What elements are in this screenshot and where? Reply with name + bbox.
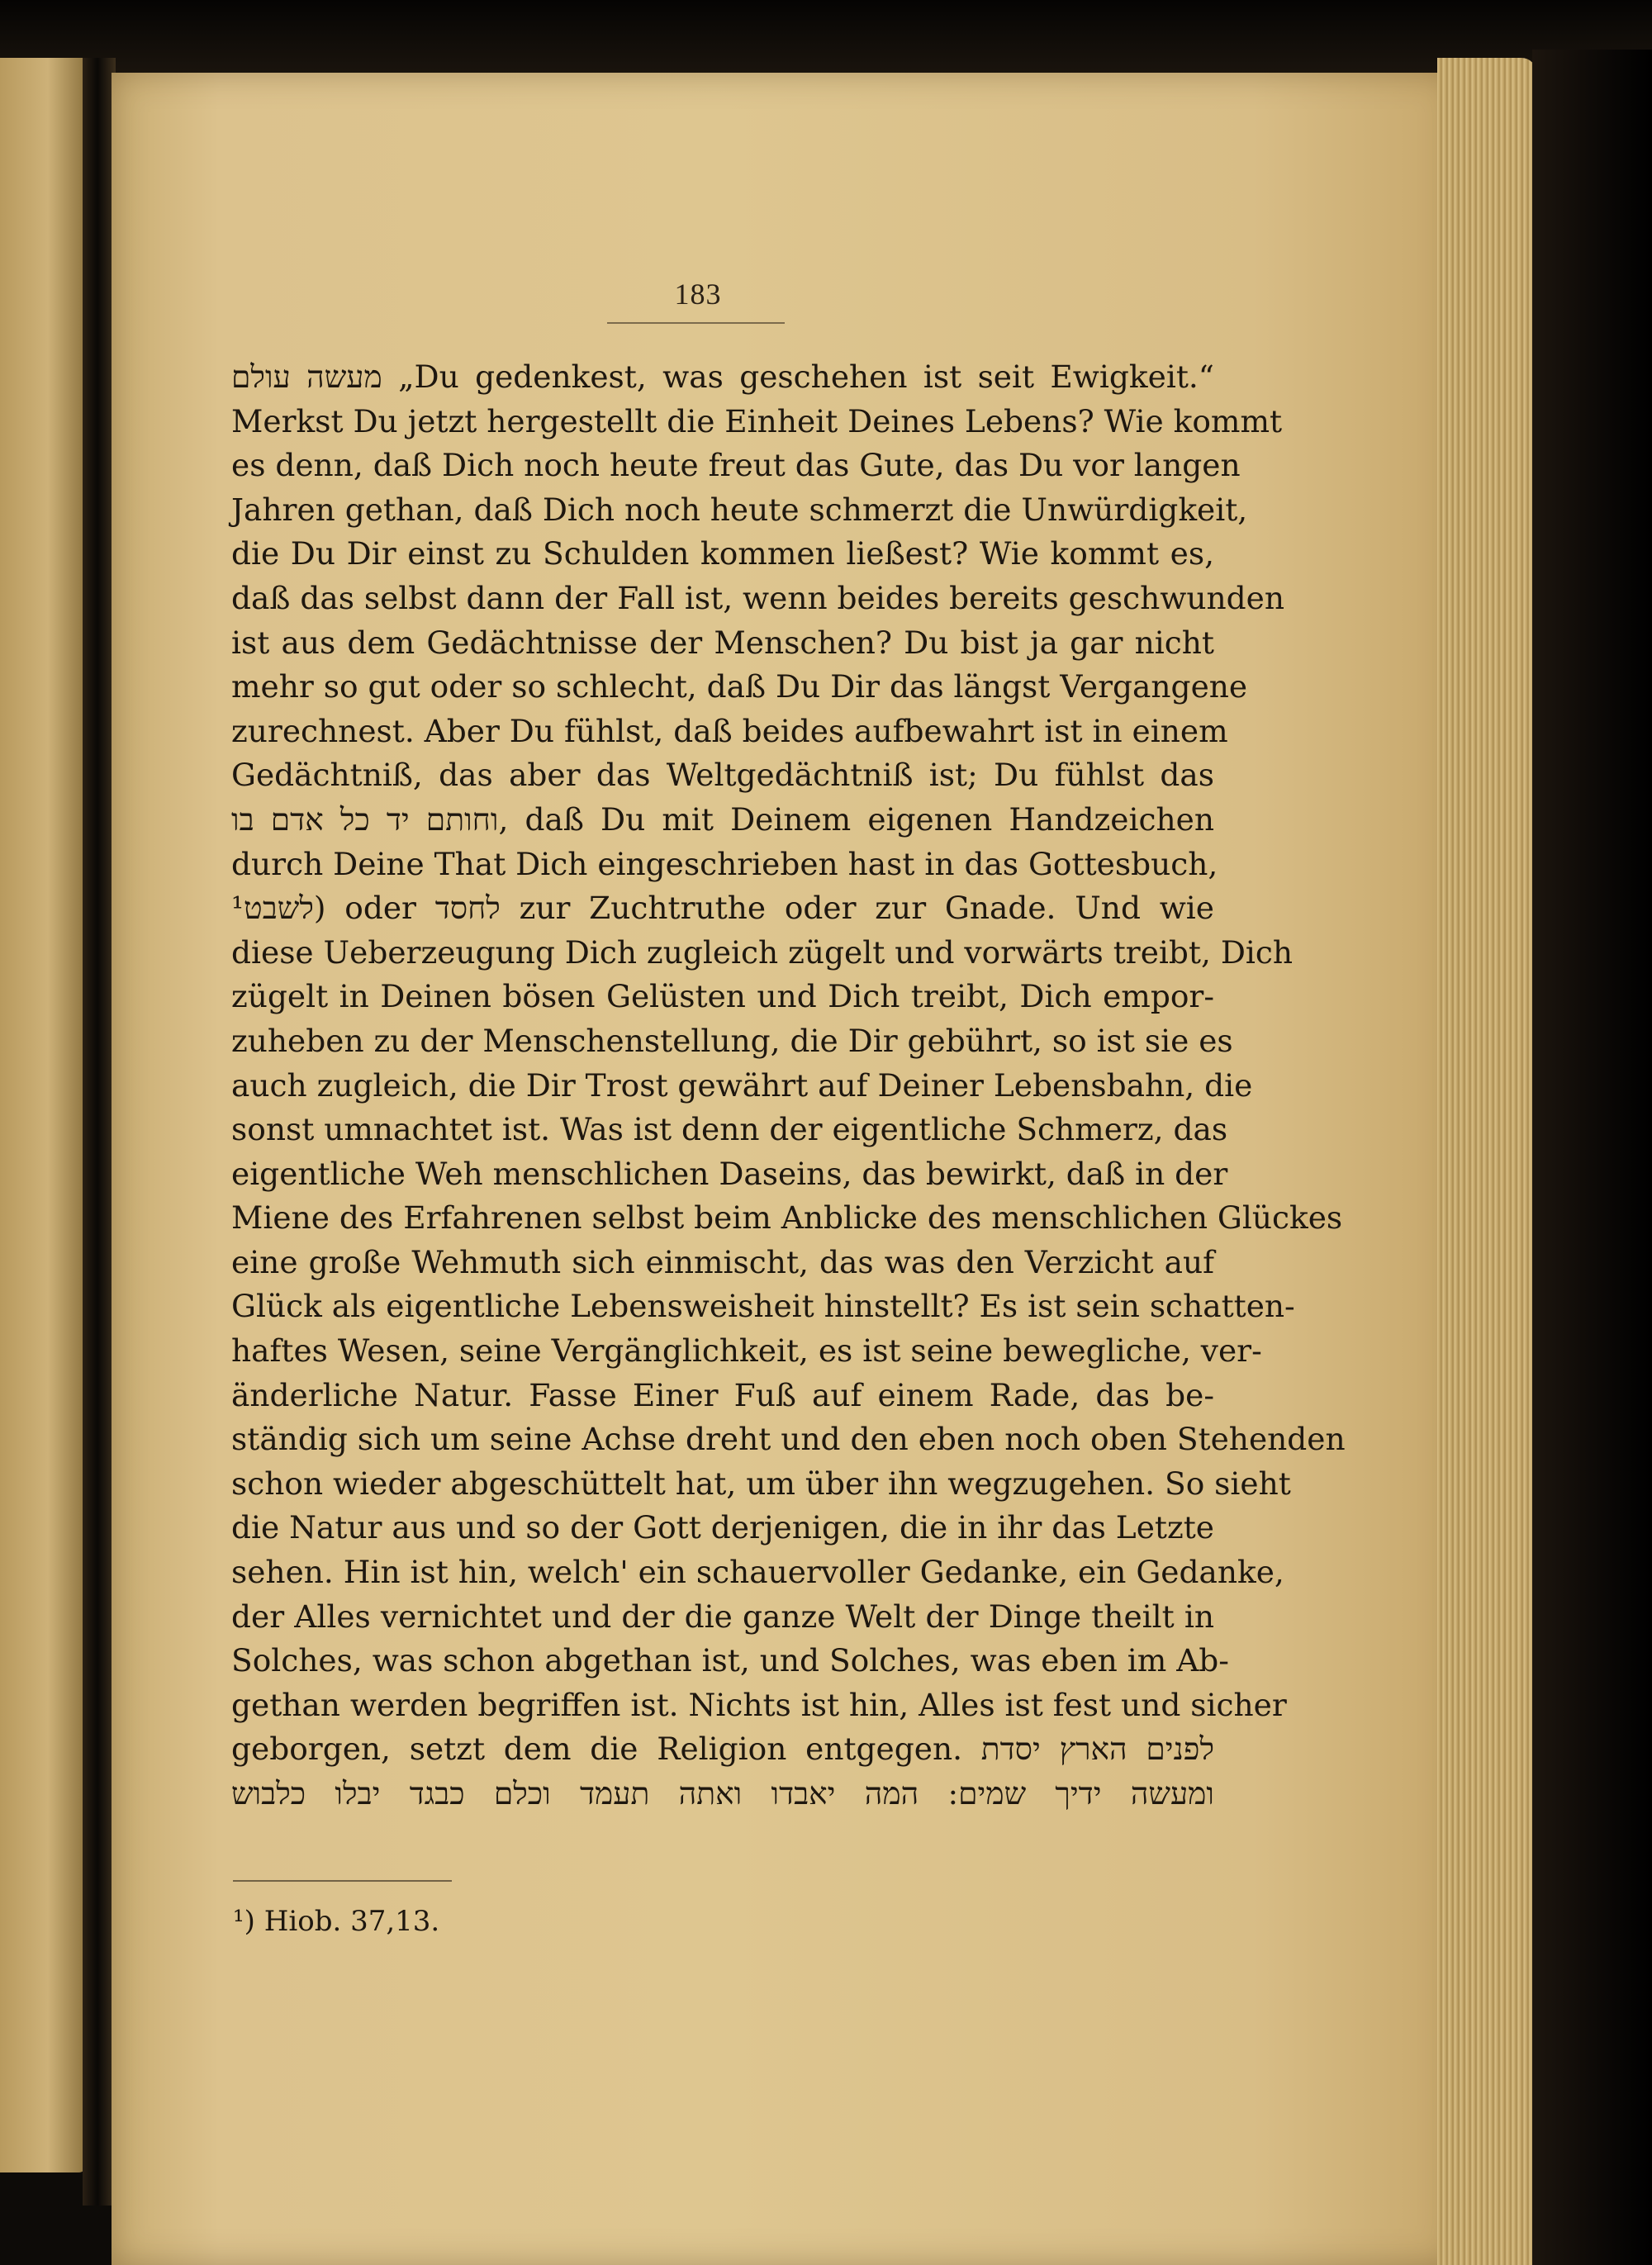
footnote-rule: [233, 1880, 452, 1882]
page-stack-edge: [1437, 58, 1536, 2265]
text-line: וחותם יד כל אדם בו, daß Du mit Deinem eigenen Handzeichen: [231, 800, 1214, 838]
text-line: eine große Wehmuth sich einmischt, das was den Verzicht auf: [231, 1243, 1214, 1280]
text-line: zügelt in Deinen bösen Gelüsten und Dich treibt, Dich empor-: [231, 978, 1214, 1015]
text-line-hebrew: ומעשה ידיך שמים: המה יאבדו ואתה תעמד וכלם כבגד יבלו כלבוש: [231, 1775, 1214, 1812]
text-line: die Natur aus und so der Gott derjenigen, die in ihr das Letzte: [231, 1509, 1214, 1546]
footnote: ¹) Hiob. 37,13.: [233, 1905, 440, 1938]
text-line: durch Deine That Dich eingeschrieben hast in das Gottesbuch,: [231, 845, 1218, 882]
text-line: die Du Dir einst zu Schulden kommen ließest? Wie kommt es,: [231, 535, 1214, 572]
text-line: es denn, daß Dich noch heute freut das Gute, das Du vor langen: [231, 447, 1241, 484]
text-line: מעשה עולם „Du gedenkest, was geschehen ist seit Ewigkeit.“: [231, 359, 1214, 395]
text-line: geborgen, setzt dem die Religion entgegen. לפנים הארץ יסדת: [231, 1731, 1214, 1768]
text-line: diese Ueberzeugung Dich zugleich zügelt und vorwärts treibt, Dich: [231, 933, 1294, 971]
book-gutter: [83, 58, 116, 2206]
text-line: ständig sich um seine Achse dreht und den eben noch oben Stehenden: [231, 1421, 1346, 1458]
text-line: mehr so gut oder so schlecht, daß Du Dir das längst Vergangene: [231, 668, 1248, 705]
page-number-rule: [607, 322, 785, 324]
text-line: auch zugleich, die Dir Trost gewährt auf Deiner Lebensbahn, die: [231, 1066, 1253, 1104]
text-line: zurechnest. Aber Du fühlst, daß beides aufbewahrt ist in einem: [231, 712, 1228, 749]
text-line: sehen. Hin ist hin, welch' ein schauervoller Gedanke, ein Gedanke,: [231, 1554, 1284, 1591]
text-line: änderliche Natur. Fasse Einer Fuß auf einem Rade, das be-: [231, 1376, 1214, 1413]
text-line: Jahren gethan, daß Dich noch heute schmerzt die Unwürdigkeit,: [231, 491, 1248, 528]
text-line: Gedächtniß, das aber das Weltgedächtniß ist; Du fühlst das: [231, 757, 1214, 794]
body-text: [231, 355, 1346, 1816]
text-line: Solches, was schon abgethan ist, und Solches, was eben im Ab-: [231, 1642, 1229, 1679]
text-line: zuheben zu der Menschenstellung, die Dir gebührt, so ist sie es: [231, 1022, 1233, 1059]
page-number: 183: [674, 278, 722, 311]
previous-page-edge: [0, 58, 87, 2172]
text-line: sonst umnachtet ist. Was ist denn der eigentliche Schmerz, das: [231, 1111, 1228, 1148]
book-cover: [1532, 50, 1652, 2265]
text-line: Miene des Erfahrenen selbst beim Anblicke des menschlichen Glückes: [231, 1199, 1343, 1237]
text-line: Glück als eigentliche Lebensweisheit hinstellt? Es ist sein schatten-: [231, 1288, 1295, 1325]
text-line: der Alles vernichtet und der die ganze Welt der Dinge theilt in: [231, 1598, 1214, 1635]
text-line: Merkst Du jetzt hergestellt die Einheit Deines Lebens? Wie kommt: [231, 402, 1283, 439]
text-line: eigentliche Weh menschlichen Daseins, das bewirkt, daß in der: [231, 1155, 1228, 1192]
text-line: gethan werden begriffen ist. Nichts ist hin, Alles ist fest und sicher: [231, 1686, 1287, 1723]
text-line: ist aus dem Gedächtnisse der Menschen? Du bist ja gar nicht: [231, 624, 1214, 661]
text-line: daß das selbst dann der Fall ist, wenn beides bereits geschwunden: [231, 579, 1284, 616]
background-shadow: [0, 0, 1652, 74]
text-line: haftes Wesen, seine Vergänglichkeit, es ist seine bewegliche, ver-: [231, 1332, 1262, 1370]
text-line: לשבט¹) oder לחסד zur Zuchtruthe oder zur Gnade. Und wie: [231, 890, 1214, 927]
text-line: schon wieder abgeschüttelt hat, um über ihn wegzugehen. So sieht: [231, 1465, 1291, 1502]
